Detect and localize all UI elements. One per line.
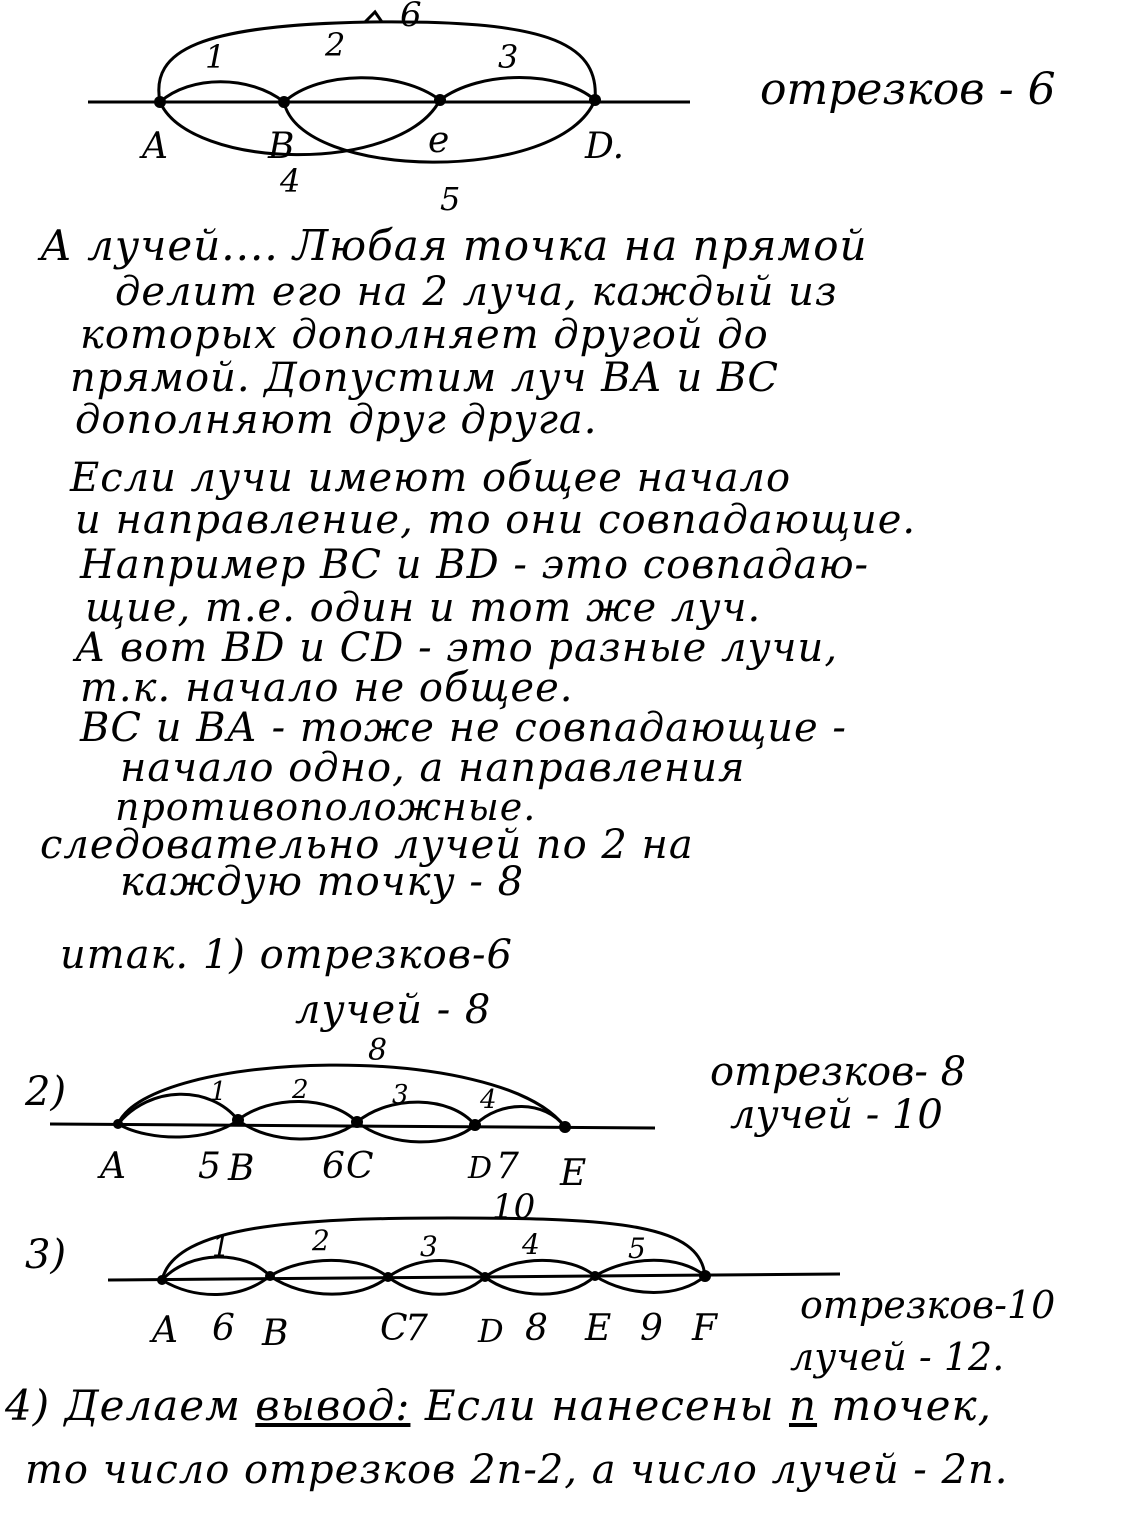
text-line: противоположные. xyxy=(115,785,537,829)
conclusion-end: точек, xyxy=(831,1381,992,1430)
diagram-3-bottom-label: 8 xyxy=(525,1308,548,1349)
diagram-3-arc-label: 10 xyxy=(492,1187,536,1227)
diagram-3-bottom-label: C xyxy=(380,1308,408,1349)
diagram-3-point-c xyxy=(383,1272,393,1282)
diagram-2-arc-label: 8 xyxy=(368,1033,388,1068)
diagram-3-bottom-label: B xyxy=(262,1313,289,1354)
diagram-1-point-label: A xyxy=(142,126,168,167)
text-line: начало одно, а направления xyxy=(120,745,746,791)
diagram-1-point-label: B xyxy=(268,126,295,167)
diagram-2-bottom-label: D xyxy=(468,1151,493,1186)
diagram-3-arc-extra xyxy=(595,1276,705,1293)
diagram-3-point-d xyxy=(480,1272,490,1282)
diagram-1-point-label: D. xyxy=(585,126,625,167)
diagram-1-arc-label: 2 xyxy=(325,26,346,64)
text-line: дополняют друг друга. xyxy=(75,397,598,443)
diagram-1-arc-label: 4 xyxy=(280,162,301,200)
diagram-3-bottom-label: 9 xyxy=(640,1308,663,1349)
diagram-3-point-b xyxy=(265,1271,275,1281)
diagram-3-point-e xyxy=(590,1271,600,1281)
diagram-3-note-2: лучей - 12. xyxy=(790,1335,1005,1379)
diagram-2-bottom-label: 5 xyxy=(198,1146,221,1187)
text-line: которых дополняет другой до xyxy=(80,312,769,358)
diagram-3-bottom-label: D xyxy=(478,1312,504,1350)
diagram-3-point-f xyxy=(699,1270,711,1282)
diagram-2-note-1: отрезков- 8 xyxy=(710,1049,967,1095)
text-line: делит его на 2 луча, каждый из xyxy=(115,269,838,315)
diagram-1-arc-label: 6 xyxy=(400,0,422,35)
diagram-3-point-a xyxy=(157,1275,167,1285)
diagram-3-arc-label: 1 xyxy=(212,1230,230,1263)
diagram-2-bottom-label: A xyxy=(100,1146,126,1187)
diagram-3-bottom-label: E xyxy=(585,1308,612,1349)
text-line: следовательно лучей по 2 на xyxy=(40,822,694,868)
diagram-2-bottom-label: C xyxy=(346,1146,374,1187)
conclusion-line-2: то число отрезков 2n-2, а число лучей - 2n. xyxy=(25,1447,1009,1493)
diagram-3-arc-label: 2 xyxy=(312,1224,330,1257)
text-line: Например ВС и ВD - это совпадаю- xyxy=(80,542,870,588)
conclusion-intro: Делаем xyxy=(64,1381,241,1430)
conclusion-underlined: вывод: xyxy=(255,1381,411,1430)
diagram-1-arc-label: 5 xyxy=(440,180,461,218)
diagram-3-label: 3) xyxy=(25,1232,67,1278)
conclusion-prefix: 4) xyxy=(5,1381,51,1430)
text-line: А лучей.... Любая точка на прямой xyxy=(40,221,868,270)
diagram-3-arc-5 xyxy=(595,1260,705,1276)
diagram-3-line xyxy=(108,1274,840,1280)
conclusion-line-1 xyxy=(5,1381,992,1430)
diagram-3-arc-8 xyxy=(388,1277,485,1294)
text-line: Если лучи имеют общее начало xyxy=(70,455,792,501)
text-line: щие, т.е. один и тот же луч. xyxy=(85,585,762,631)
diagram-3-arc-label: 3 xyxy=(420,1230,438,1263)
diagram-3-arc-2 xyxy=(270,1260,388,1277)
text-line: А вот ВD и СD - это разные лучи, xyxy=(75,625,839,671)
diagram-2-bottom-label: 7 xyxy=(496,1146,519,1187)
diagram-2-arc-label: 1 xyxy=(210,1077,227,1107)
diagram-2-note-2: лучей - 10 xyxy=(730,1092,943,1138)
diagram-2-arc-label: 2 xyxy=(292,1075,309,1105)
diagram-3-note-1: отрезков-10 xyxy=(800,1283,1056,1327)
diagram-3-arc-4 xyxy=(485,1260,595,1277)
diagram-3-bottom-label: F xyxy=(692,1308,717,1349)
diagram-3-arc-9 xyxy=(485,1276,595,1294)
diagram-2-label: 2) xyxy=(25,1069,67,1115)
diagram-2-bottom-label: E xyxy=(560,1153,587,1194)
text-line: ВС и ВА - тоже не совпадающие - xyxy=(80,705,847,751)
diagram-3-arc-label: 4 xyxy=(522,1228,540,1261)
text-line: каждую точку - 8 xyxy=(120,859,525,905)
summary-line-2: лучей - 8 xyxy=(295,987,492,1033)
diagram-1-side-note: отрезков - 6 xyxy=(760,64,1056,115)
text-line: т.к. начало не общее. xyxy=(80,665,574,711)
diagram-2-arc-label: 3 xyxy=(392,1080,409,1110)
diagram-2-bottom-label: 6 xyxy=(322,1146,345,1187)
diagram-2-arc-label: 4 xyxy=(480,1085,497,1115)
conclusion-rest: Если нанесены xyxy=(424,1381,775,1430)
text-line: и направление, то они совпадающие. xyxy=(75,497,917,543)
diagram-3-bottom-label: A xyxy=(152,1310,178,1351)
summary-line-1: итак. 1) отрезков-6 xyxy=(60,932,513,978)
diagram-3-arc-label: 5 xyxy=(628,1232,646,1265)
diagram-1-point-label: e xyxy=(428,120,450,161)
diagram-3-bottom-label: 7 xyxy=(405,1308,428,1349)
diagram-1-arc-label: 3 xyxy=(498,38,519,76)
text-line: прямой. Допустим луч ВА и ВС xyxy=(70,355,779,401)
conclusion-n: n xyxy=(788,1381,818,1430)
diagram-1-arc-label: 1 xyxy=(205,38,226,76)
diagram-2-bottom-label: B xyxy=(228,1148,255,1189)
diagram-3-bottom-label: 6 xyxy=(212,1308,235,1349)
